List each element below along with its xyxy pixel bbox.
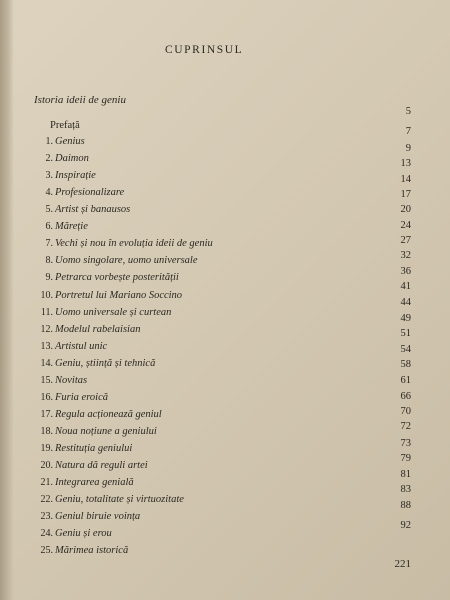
toc-entry-page: 61 xyxy=(400,375,411,386)
toc-entry-number: 18. xyxy=(40,426,53,437)
toc-entry-title: Portretul lui Mariano Soccino xyxy=(55,290,183,301)
toc-entry-page: 58 xyxy=(400,359,411,370)
toc-entry-title: Artistul unic xyxy=(55,341,108,352)
toc-entry-page: 32 xyxy=(400,250,411,261)
toc-entry-number: 17. xyxy=(40,409,53,420)
toc-entry-title: Inspirație xyxy=(55,170,96,181)
toc-entry-title: Noua noțiune a geniului xyxy=(55,426,157,437)
page-number: 221 xyxy=(394,558,411,570)
contents-heading: CUPRINSUL xyxy=(165,44,244,56)
toc-entry-title: Geniul biruie voința xyxy=(55,511,141,522)
toc-entry-page: 79 xyxy=(400,453,411,464)
toc-entry-page: 92 xyxy=(400,520,411,531)
toc-entry-number: 12. xyxy=(40,324,53,335)
toc-entry-number: 15. xyxy=(40,375,53,386)
toc-entry-page: 7 xyxy=(405,126,411,137)
toc-entry-page: 54 xyxy=(400,344,411,355)
toc-entry-page: 51 xyxy=(400,328,411,339)
toc-entry-title: Profesionalizare xyxy=(55,187,125,198)
toc-entry-title: Restituția geniului xyxy=(55,443,133,454)
toc-entry-number: 2. xyxy=(45,153,53,164)
toc-entry-number: 13. xyxy=(40,341,53,352)
toc-entry-title: Artist și banausos xyxy=(55,204,131,215)
toc-entry-title: Furia eroică xyxy=(55,392,108,403)
toc-entry-title: Uomo singolare, uomo universale xyxy=(55,255,198,266)
toc-entry-number: 4. xyxy=(45,187,53,198)
toc-entry-page: 24 xyxy=(400,220,411,231)
toc-entry-number: 9. xyxy=(45,272,53,283)
toc-entry-title: Integrarea genială xyxy=(55,477,134,488)
toc-entry-number: 14. xyxy=(40,358,53,369)
toc-entry-page: 20 xyxy=(400,204,411,215)
toc-entry-page: 27 xyxy=(400,235,411,246)
toc-entry-number: 7. xyxy=(45,238,53,249)
toc-entry-page: 72 xyxy=(400,421,411,432)
toc-entry-page: 88 xyxy=(400,500,411,511)
section-title: Istoria ideii de geniu xyxy=(34,94,126,106)
toc-entry-page: 5 xyxy=(405,106,411,117)
toc-entry-number: 24. xyxy=(40,528,53,539)
toc-entry-title: Daimon xyxy=(55,153,89,164)
toc-entry-number: 1. xyxy=(45,136,53,147)
toc-entry-number: 6. xyxy=(45,221,53,232)
toc-entry-number: 10. xyxy=(40,290,53,301)
toc-entry-title: Măreție xyxy=(55,221,88,232)
toc-entry-number: 21. xyxy=(40,477,53,488)
toc-entry-title: Regula acționează geniul xyxy=(55,409,162,420)
toc-entry-number: 22. xyxy=(40,494,53,505)
toc-entry-page: 70 xyxy=(400,406,411,417)
toc-entry-number: 8. xyxy=(45,255,53,266)
toc-entry-page: 44 xyxy=(400,297,411,308)
toc-entry-number: 3. xyxy=(45,170,53,181)
toc-entry-title: Uomo universale și curtean xyxy=(55,307,172,318)
toc-entry-title: Novitas xyxy=(55,375,88,386)
toc-entry-page: 36 xyxy=(400,266,411,277)
toc-entry-title: Geniu, totalitate și virtuozitate xyxy=(55,494,184,505)
toc-entry-title: Prefață xyxy=(50,120,80,131)
toc-entry-title: Genius xyxy=(55,136,85,147)
toc-entry-page: 13 xyxy=(400,158,411,169)
toc-entry-title: Geniu și erou xyxy=(55,528,112,539)
toc-entry-page: 9 xyxy=(405,143,411,154)
toc-entry-number: 16. xyxy=(40,392,53,403)
toc-entry-page: 14 xyxy=(400,174,411,185)
toc-entry-number: 11. xyxy=(40,307,53,318)
toc-entry-number: 19. xyxy=(40,443,53,454)
toc-entry-number: 25. xyxy=(40,545,53,556)
toc-entry-page: 49 xyxy=(400,313,411,324)
toc-entry-number: 5. xyxy=(45,204,53,215)
toc-entry-title: Geniu, știință și tehnică xyxy=(55,358,156,369)
toc-entry-page: 41 xyxy=(400,281,411,292)
toc-entry-page: 83 xyxy=(400,484,411,495)
toc-entry-title: Modelul rabelaisian xyxy=(55,324,141,335)
toc-entry-page: 66 xyxy=(400,391,411,402)
toc-entry-title: Petrarca vorbește posterității xyxy=(55,272,179,283)
toc-entry-page: 81 xyxy=(400,469,411,480)
toc-entry-title: Natura dă reguli artei xyxy=(55,460,148,471)
toc-entry-title: Mărimea istorică xyxy=(55,545,129,556)
toc-entry-page: 73 xyxy=(400,438,411,449)
toc-entry-page: 17 xyxy=(400,189,411,200)
toc-entry-number: 23. xyxy=(40,511,53,522)
toc-entry-number: 20. xyxy=(40,460,53,471)
toc-entry-title: Vechi și nou în evoluția ideii de geniu xyxy=(55,238,213,249)
